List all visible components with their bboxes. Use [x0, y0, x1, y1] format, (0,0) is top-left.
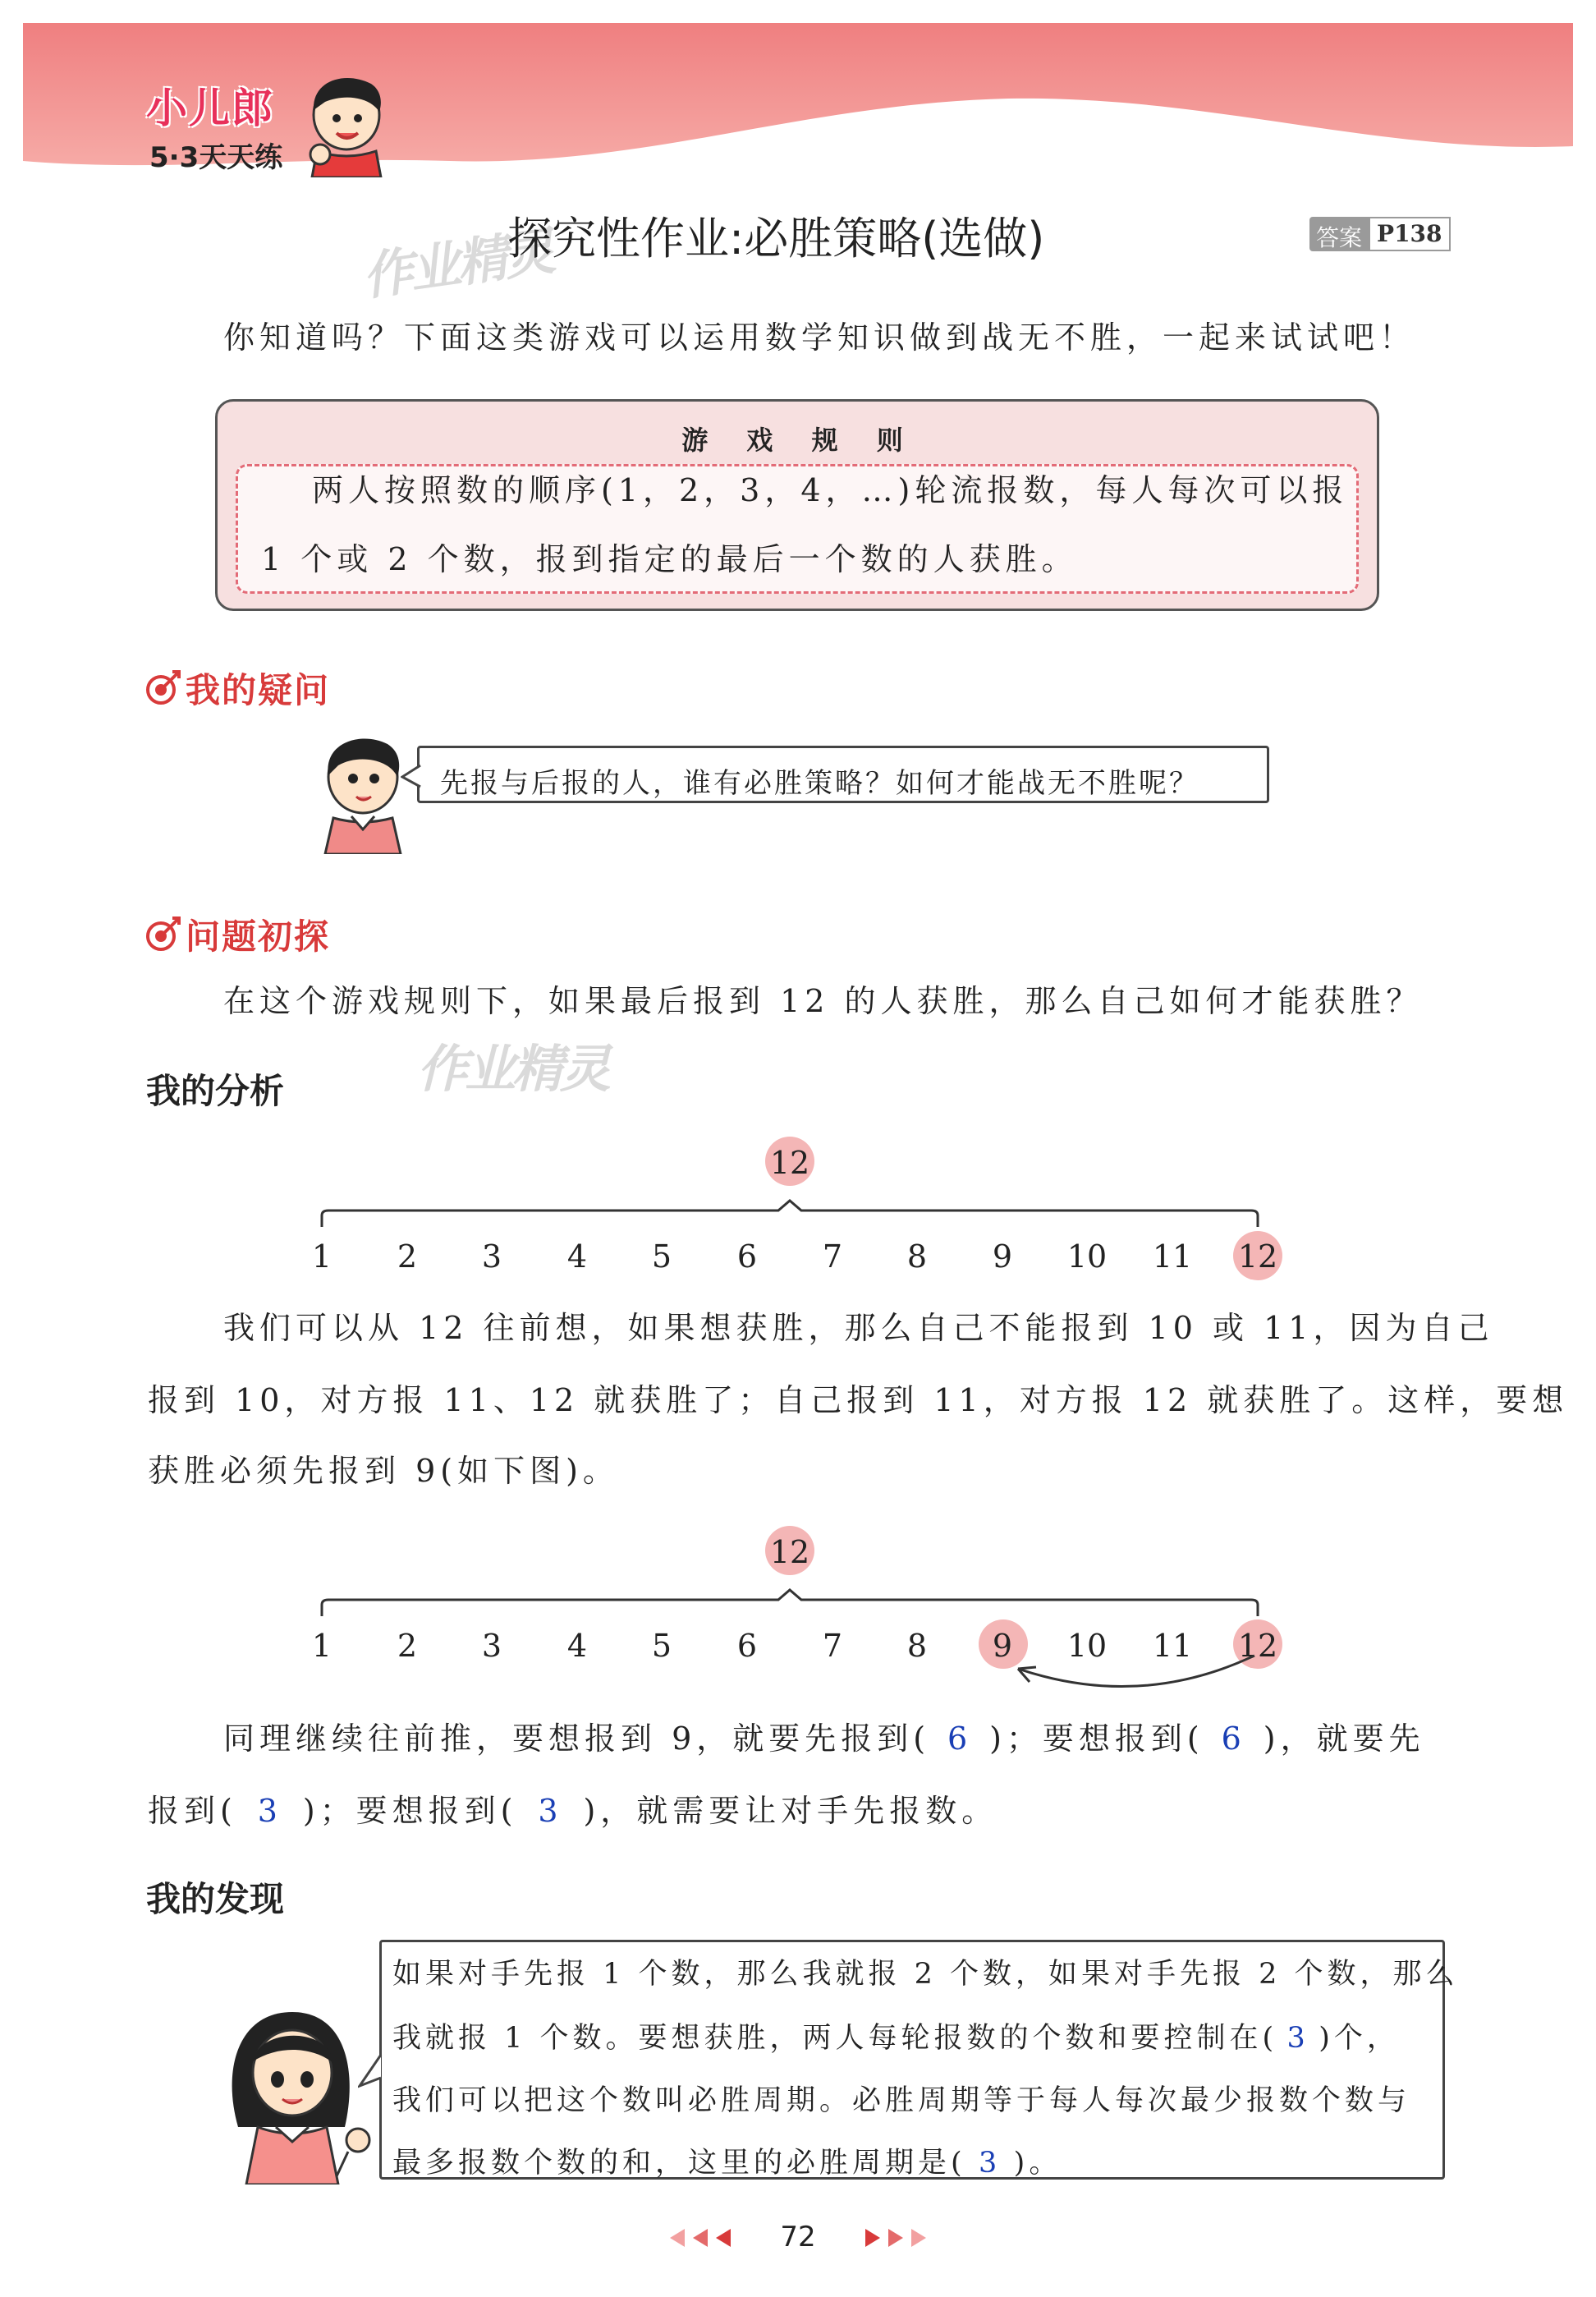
answer-blank: 3 — [1286, 2022, 1309, 2055]
number-line-item: 2 — [397, 1238, 418, 1275]
number-line-item: 3 — [481, 1628, 502, 1664]
page-number: 72 — [780, 2221, 816, 2253]
analysis-heading: 我的分析 — [146, 1071, 285, 1111]
arrow-12-to-9 — [1008, 1651, 1263, 1693]
answer-blank: 6 — [1221, 1720, 1246, 1757]
analysis-paragraph-line-3: 获胜必须先报到 9(如下图)。 — [148, 1453, 619, 1489]
discovery-text: 我就报 1 个数。要想获胜，两人每轮报数的个数和要控制在( — [392, 2022, 1278, 2055]
watermark-top: 作业精灵 — [358, 221, 556, 307]
fill-in-text: )，就需要让对手先报数。 — [583, 1793, 998, 1829]
fill-in-line-2 — [148, 1793, 998, 1829]
discovery-text: 最多报数个数的和，这里的必胜周期是( — [392, 2147, 966, 2180]
number-line-item: 11 — [1152, 1628, 1193, 1664]
analysis-paragraph-line-1: 我们可以从 12 往前想，如果想获胜，那么自己不能报到 10 或 11，因为自己 — [223, 1310, 1494, 1346]
number-line-item: 7 — [822, 1628, 843, 1664]
brand-subtitle: 5·3天天练 — [149, 141, 283, 174]
answer-blank: 3 — [979, 2147, 1002, 2180]
number-line-item: 1 — [311, 1628, 332, 1664]
rules-title: 游 戏 规 则 — [681, 425, 918, 456]
number-line-item: 12 — [1237, 1628, 1278, 1664]
left-arrows-icon — [667, 2227, 745, 2249]
page-footer — [657, 2217, 939, 2258]
discovery-text: )。 — [1013, 2147, 1062, 2180]
explore-question: 在这个游戏规则下，如果最后报到 12 的人获胜，那么自己如何才能获胜？ — [223, 983, 1423, 1019]
fill-in-text: 报到( — [148, 1793, 237, 1829]
answer-blank: 6 — [947, 1720, 973, 1757]
number-line-item: 10 — [1066, 1238, 1108, 1275]
discovery-text: )个， — [1319, 2022, 1400, 2055]
curly-brace — [319, 1588, 1263, 1618]
brace-label: 12 — [769, 1145, 810, 1181]
rules-line-1: 两人按照数的顺序(1，2，3，4，…)轮流报数，每人每次可以报 — [312, 472, 1349, 508]
section-heading-explore: 问题初探 — [186, 917, 331, 957]
bubble-pointer — [358, 2053, 383, 2089]
brand-name: 小儿郎 — [146, 85, 274, 132]
curly-brace — [319, 1199, 1263, 1229]
number-line-item: 12 — [1237, 1238, 1278, 1275]
answer-blank: 3 — [257, 1793, 282, 1829]
discovery-line-2 — [392, 2015, 1400, 2056]
question-bubble-text: 先报与后报的人，谁有必胜策略？如何才能战无不胜呢？ — [440, 767, 1199, 800]
target-icon — [144, 915, 182, 953]
right-arrows-icon — [851, 2227, 929, 2249]
number-line-item: 4 — [566, 1238, 588, 1275]
number-line-item: 1 — [311, 1238, 332, 1275]
fill-in-text: 同理继续往前推，要想报到 9，就要先报到( — [223, 1720, 931, 1757]
mascot-boy-icon — [296, 69, 394, 177]
brace-label: 12 — [769, 1534, 810, 1570]
number-line-item: 9 — [992, 1628, 1013, 1664]
bubble-pointer — [401, 764, 422, 788]
rules-line-2: 1 个或 2 个数，报到指定的最后一个数的人获胜。 — [261, 541, 1078, 577]
answer-reference — [1309, 217, 1451, 251]
fill-in-text: )；要想报到( — [989, 1720, 1204, 1757]
number-line-item: 7 — [822, 1238, 843, 1275]
number-line-item: 6 — [736, 1238, 758, 1275]
discovery-line-1: 如果对手先报 1 个数，那么我就报 2 个数，如果对手先报 2 个数，那么 — [392, 1958, 1459, 1991]
number-line-item: 8 — [906, 1628, 928, 1664]
number-line-item: 3 — [481, 1238, 502, 1275]
number-line-item: 9 — [992, 1238, 1013, 1275]
discovery-heading: 我的发现 — [146, 1879, 285, 1919]
girl-character-icon — [213, 2004, 378, 2184]
number-line-item: 8 — [906, 1238, 928, 1275]
boy-character-icon — [309, 731, 420, 854]
number-line-item: 10 — [1066, 1628, 1108, 1664]
fill-in-line-1 — [223, 1720, 1425, 1757]
fill-in-text: )；要想报到( — [302, 1793, 518, 1829]
answer-blank: 3 — [538, 1793, 563, 1829]
number-line-item: 5 — [651, 1628, 672, 1664]
intro-text: 你知道吗？下面这类游戏可以运用数学知识做到战无不胜，一起来试试吧！ — [223, 319, 1416, 356]
discovery-line-3: 我们可以把这个数叫必胜周期。必胜周期等于每人每次最少报数个数与 — [392, 2084, 1411, 2117]
number-line-item: 4 — [566, 1628, 588, 1664]
discovery-line-4 — [392, 2140, 1062, 2181]
answer-label: 答案 — [1309, 217, 1369, 251]
section-heading-question: 我的疑问 — [186, 670, 331, 710]
number-line-item: 11 — [1152, 1238, 1193, 1275]
fill-in-text: )，就要先 — [1263, 1720, 1425, 1757]
watermark-middle: 作业精灵 — [417, 1039, 608, 1099]
number-line-item: 5 — [651, 1238, 672, 1275]
number-line-item: 2 — [397, 1628, 418, 1664]
analysis-paragraph-line-2: 报到 10，对方报 11、12 就获胜了；自己报到 11，对方报 12 就获胜了。这样，要想 — [148, 1382, 1569, 1418]
target-icon — [144, 668, 182, 706]
answer-page: P138 — [1369, 217, 1451, 251]
page-title: 探究性作业:必胜策略(选做) — [507, 213, 1045, 264]
number-line-item: 6 — [736, 1628, 758, 1664]
